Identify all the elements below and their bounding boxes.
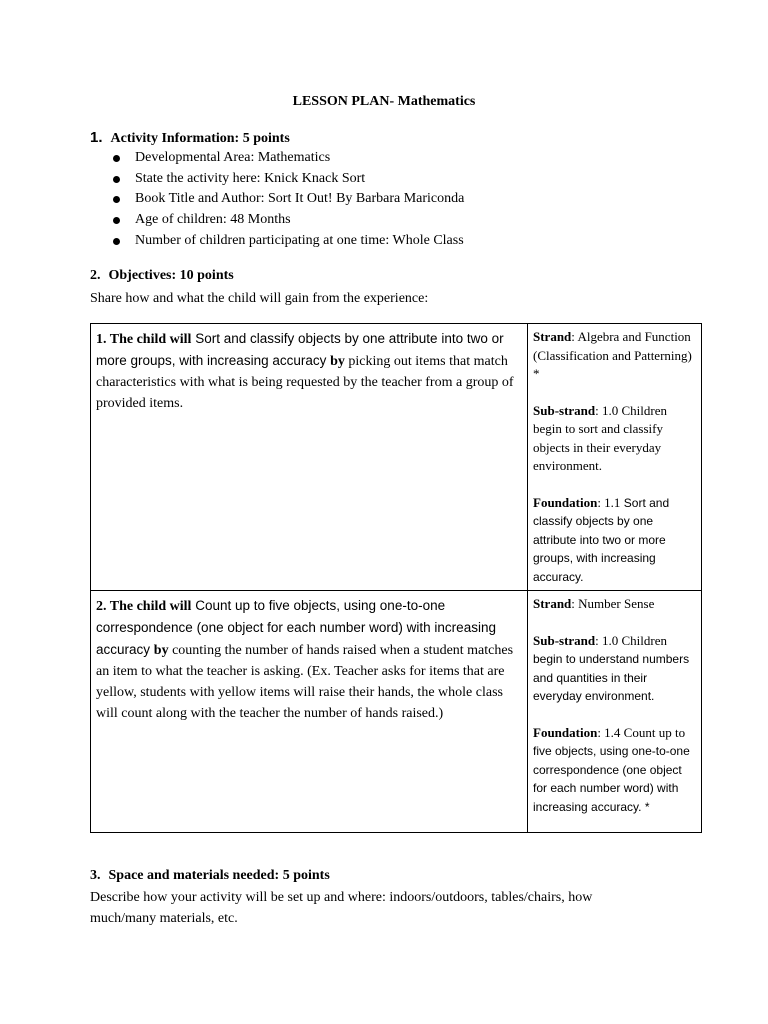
section-2-heading — [90, 268, 234, 284]
section-1-title: Activity Information: 5 points — [110, 131, 290, 146]
bullet-icon — [113, 176, 120, 183]
objective-cell: 2. The child will Count up to five objects, using one-to-one correspondence (one object for each number word) with increasing accuracy by counting the number of hands raised when a student matches an item to what the teacher is asking. (Ex. Teacher asks for items that are yellow, students with yellow items will raise their hands, the whole class will count along with the teacher the number of hands raised.) — [91, 591, 528, 833]
bullet-icon — [113, 155, 120, 162]
strand: Strand: Number Sense — [533, 596, 655, 611]
section-2-number: 2. — [90, 268, 101, 283]
foundation: Foundation: 1.4 Count up to five objects, using one-to-one correspondence (one object for each number word) with increasing accuracy. * — [533, 724, 690, 814]
objectives-table — [90, 323, 702, 833]
list-item: State the activity here: Knick Knack Sort — [112, 169, 464, 190]
list-item: Age of children: 48 Months — [112, 210, 464, 231]
section-3-title: Space and materials needed: 5 points — [108, 868, 330, 883]
section-1-number: 1. — [90, 129, 103, 146]
bullet-icon — [113, 238, 120, 245]
page-title: LESSON PLAN- Mathematics — [292, 94, 476, 109]
list-item: Number of children participating at one time: Whole Class — [112, 231, 464, 252]
list-item: Developmental Area: Mathematics — [112, 148, 464, 169]
activity-info-list — [112, 148, 464, 251]
section-2-description: Share how and what the child will gain from the experience: — [90, 291, 429, 306]
bullet-icon — [113, 217, 120, 224]
sub-strand: Sub-strand: 1.0 Children begin to understand numbers and quantities in their everyday environment. — [533, 632, 690, 703]
table-row — [91, 591, 702, 833]
section-3-description: Describe how your activity will be set up and where: indoors/outdoors, tables/chairs, how much/many materials, etc. — [90, 890, 593, 926]
bullet-icon — [113, 196, 120, 203]
objective-cell: 1. The child will Sort and classify objects by one attribute into two or more groups, with increasing accuracy by picking out items that match characteristics with what is being requested by the teacher from a group of provided items. — [91, 324, 528, 591]
foundation: Foundation: 1.1 Sort and classify objects by one attribute into two or more groups, with increasing accuracy. — [533, 494, 670, 584]
strand: Strand: Algebra and Function (Classification and Patterning) * — [533, 329, 692, 381]
section-3-number: 3. — [90, 868, 101, 883]
section-3-heading — [90, 868, 330, 884]
section-2-title: Objectives: 10 points — [108, 268, 234, 283]
list-item: Book Title and Author: Sort It Out! By Barbara Mariconda — [112, 189, 464, 210]
standards-cell — [528, 324, 702, 591]
table-row — [91, 324, 702, 591]
section-1-heading — [90, 129, 290, 147]
standards-cell — [528, 591, 702, 833]
sub-strand: Sub-strand: 1.0 Children begin to sort and classify objects in their everyday environment. — [533, 402, 667, 473]
